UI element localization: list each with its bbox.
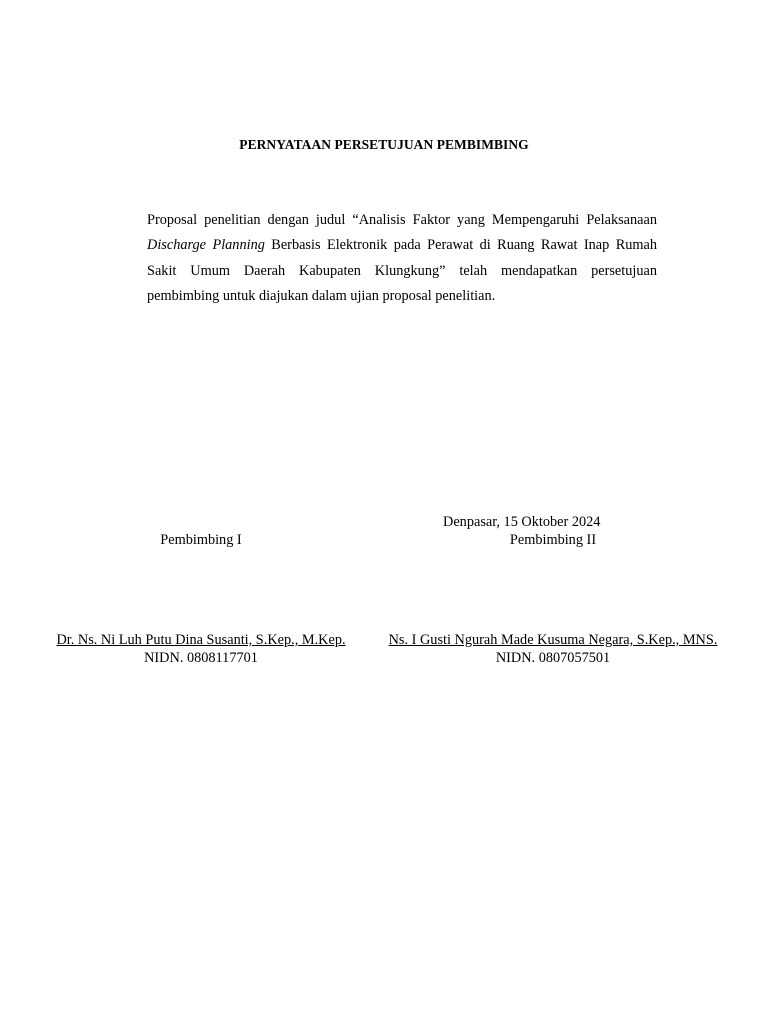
advisor2-nidn: NIDN. 0807057501 <box>495 650 611 666</box>
page-title: PERNYATAAN PERSETUJUAN PEMBIMBING <box>239 137 529 152</box>
advisor1-name: Dr. Ns. Ni Luh Putu Dina Susanti, S.Kep., M.Kep. <box>56 632 346 648</box>
advisor2-role: Pembimbing II <box>509 532 597 548</box>
place-date: Denpasar, 15 Oktober 2024 <box>443 514 601 530</box>
paragraph-text-end: Berbasis Elektronik pada Perawat di Ruang Rawat Inap Rumah Sakit Umum Daerah Kabupaten Klungkung” telah mendapatkan persetujuan pembimbing untuk diajukan dalam ujian proposal penelitian. <box>147 237 657 304</box>
advisor1-nidn: NIDN. 0808117701 <box>144 650 258 666</box>
advisor1-role: Pembimbing I <box>160 532 242 548</box>
paragraph-text-start: Proposal penelitian dengan judul “Analisis Faktor yang Mempengaruhi Pelaksanaan <box>147 212 657 228</box>
approval-paragraph <box>147 208 657 309</box>
advisor2-name: Ns. I Gusti Ngurah Made Kusuma Negara, S.Kep., MNS. <box>388 632 718 648</box>
paragraph-italic-term: Discharge Planning <box>147 237 265 254</box>
